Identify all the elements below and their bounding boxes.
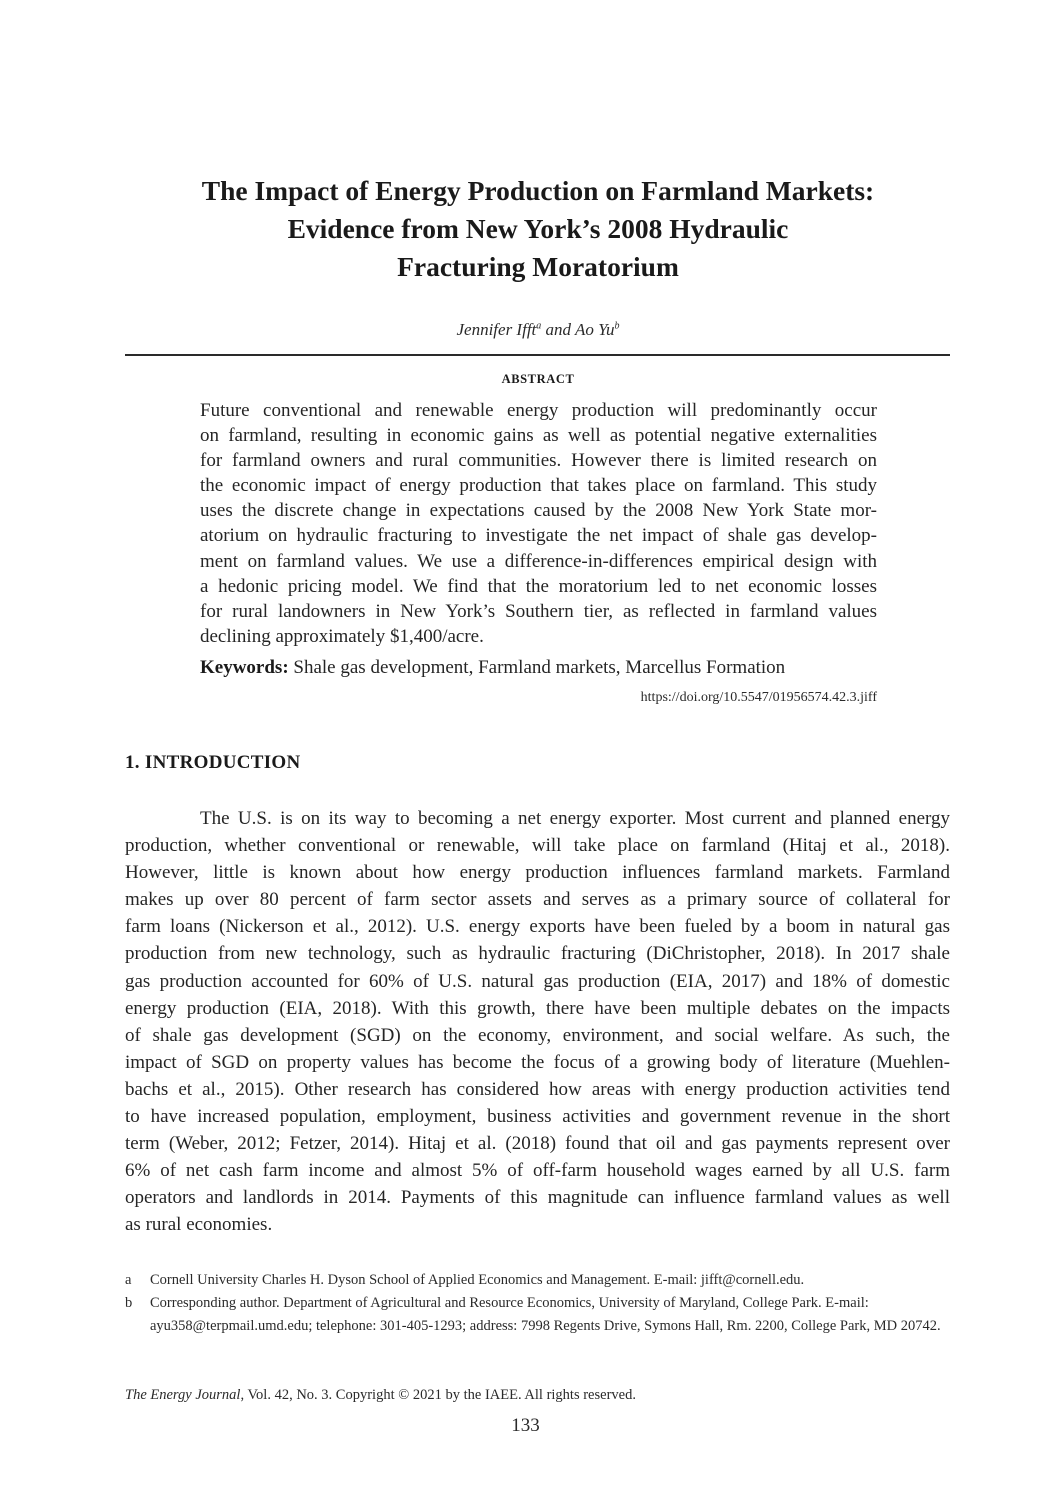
- body-line: bachs et al., 2015). Other research has considered how areas with energy production activities tend: [125, 1078, 950, 1100]
- title-line: The Impact of Energy Production on Farmland Markets:: [201, 175, 875, 206]
- title-line: Evidence from New York’s 2008 Hydraulic: [287, 213, 789, 244]
- abstract-line: on farmland, resulting in economic gains as well as potential negative externalities: [200, 425, 877, 447]
- doi-link[interactable]: https://doi.org/10.5547/01956574.42.3.jiff: [640, 690, 877, 705]
- affiliation-mark: b: [614, 320, 620, 332]
- body-line: 6% of net cash farm income and almost 5% of off-farm household wages earned by all U.S. farm: [125, 1160, 950, 1182]
- abstract-line: ment on farmland values. We use a difference-in-differences empirical design with: [200, 550, 877, 572]
- paper-title: [125, 172, 951, 286]
- journal-details: , Vol. 42, No. 3. Copyright © 2021 by the IAEE. All rights reserved.: [240, 1387, 636, 1403]
- body-line: operators and landlords in 2014. Payments of this magnitude can influence farmland values as well: [125, 1187, 950, 1209]
- author-line: [125, 318, 951, 342]
- keywords-list: Shale gas development, Farmland markets, Marcellus Formation: [288, 657, 786, 678]
- journal-citation: [125, 1385, 636, 1405]
- page-number: 133: [511, 1415, 540, 1436]
- title-line: Fracturing Moratorium: [397, 251, 679, 282]
- abstract-line: for farmland owners and rural communities. However there is limited research on: [200, 450, 877, 472]
- journal-name: The Energy Journal: [125, 1387, 241, 1403]
- body-line: to have increased population, employment, business activities and government revenue in the short: [125, 1106, 950, 1128]
- abstract-line: declining approximately $1,400/acre.: [200, 625, 484, 647]
- body-line: The U.S. is on its way to becoming a net energy exporter. Most current and planned energy: [200, 808, 950, 829]
- body-line: makes up over 80 percent of farm sector assets and serves as a primary source of collateral for: [125, 889, 950, 911]
- body-line: However, little is known about how energy production influences farmland markets. Farmland: [125, 862, 950, 884]
- abstract-line: uses the discrete change in expectations caused by the 2008 New York State mor-: [200, 500, 877, 522]
- body-line: production from new technology, such as hydraulic fracturing (DiChristopher, 2018). In 2017 shale: [125, 943, 950, 965]
- abstract-line: the economic impact of energy production that takes place on farmland. This study: [200, 475, 877, 497]
- abstract-line: a hedonic pricing model. We find that the moratorium led to net economic losses: [200, 575, 877, 597]
- body-line: of shale gas development (SGD) on the economy, environment, and social welfare. As such, the: [125, 1024, 950, 1046]
- author-name: Jennifer Ifft: [456, 320, 537, 339]
- body-line: energy production (EIA, 2018). With this growth, there have been multiple debates on the impacts: [125, 997, 950, 1019]
- footnote-a: [125, 1269, 950, 1292]
- footnote-mark: b: [125, 1295, 133, 1311]
- abstract-line: Future conventional and renewable energy production will predominantly occur: [200, 400, 877, 421]
- footnotes: [125, 1269, 950, 1338]
- abstract-heading: ABSTRACT: [501, 372, 575, 386]
- keywords: [200, 656, 877, 680]
- footnote-mark: a: [125, 1272, 132, 1288]
- abstract-line: for rural landowners in New York’s Southern tier, as reflected in farmland values: [200, 600, 877, 622]
- body-line: term (Weber, 2012; Fetzer, 2014). Hitaj et al. (2018) found that oil and gas payments represent over: [125, 1133, 950, 1155]
- abstract-body: [200, 398, 877, 649]
- section-heading: 1. INTRODUCTION: [125, 752, 301, 773]
- body-line: impact of SGD on property values has become the focus of a growing body of literature (Muehlen-: [125, 1051, 950, 1073]
- introduction-paragraph: [125, 805, 950, 1239]
- abstract-line: atorium on hydraulic fracturing to investigate the net impact of shale gas develop-: [200, 525, 877, 547]
- footnote-b: [125, 1292, 950, 1338]
- body-line: farm loans (Nickerson et al., 2012). U.S. energy exports have been fueled by a boom in natural gas: [125, 916, 950, 938]
- author-name: Ao Yu: [574, 320, 615, 339]
- header-divider: [125, 354, 950, 356]
- footnote-text: Cornell University Charles H. Dyson School of Applied Economics and Management. E-mail: jifft@cornell.edu.: [150, 1272, 805, 1288]
- footnote-text: Corresponding author. Department of Agricultural and Resource Economics, University of Maryland, College Park. E-mail: ayu358@terpmail.umd.edu; telephone: 301-405-1293; address: 7998 Regents Drive, Symons Hall, Rm. 2200, College Park, MD 20742.: [150, 1295, 941, 1334]
- keywords-label: Keywords:: [200, 657, 289, 678]
- body-line: as rural economies.: [125, 1214, 273, 1236]
- author-joiner: and: [541, 320, 575, 339]
- body-line: production, whether conventional or renewable, will take place on farmland (Hitaj et al., 2018).: [125, 835, 950, 857]
- affiliation-mark: a: [536, 320, 542, 332]
- body-line: gas production accounted for 60% of U.S. natural gas production (EIA, 2017) and 18% of domestic: [125, 970, 950, 992]
